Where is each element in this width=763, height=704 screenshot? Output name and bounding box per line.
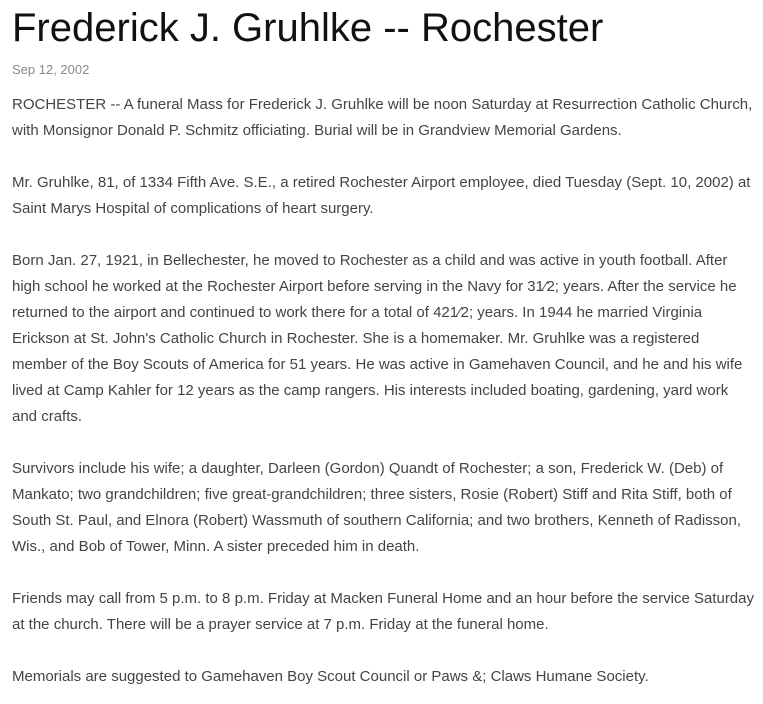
article-title: Frederick J. Gruhlke -- Rochester xyxy=(12,6,604,50)
article-date: Sep 12, 2002 xyxy=(12,62,90,77)
paragraph-death-notice: Mr. Gruhlke, 81, of 1334 Fifth Ave. S.E., a retired Rochester Airport employee, died Tuesday (Sept. 10, 2002) at Saint Marys Hospital of complications of heart surgery. xyxy=(12,174,751,217)
paragraph-survivors: Survivors include his wife; a daughter, Darleen (Gordon) Quandt of Rochester; a son, Frederick W. (Deb) of Mankato; two grandchildren; five great-grandchildren; three sisters, Rosie (Robert) Stiff and Rita Stiff, both of South St. Paul, and Elnora (Robert) Wassmuth of southern California; and two brothers, Kenneth of Radisson, Wis., and Bob of Tower, Minn. A sister preceded him in death. xyxy=(12,460,742,555)
paragraph-biography: Born Jan. 27, 1921, in Bellechester, he moved to Rochester as a child and was active in youth football. After high school he worked at the Rochester Airport before serving in the Navy for 31⁄2; years. After the service he returned to the airport and continued to work there for a total of 421⁄2; years. In 1944 he married Virginia Erickson at St. John's Catholic Church in Rochester. She is a homemaker. Mr. Gruhlke was a registered member of the Boy Scouts of America for 51 years. He was active in Gamehaven Council, and he and his wife lived at Camp Kahler for 12 years as the camp rangers. His interests included boating, gardening, yard work and crafts. xyxy=(12,252,743,425)
paragraph-funeral-mass: ROCHESTER -- A funeral Mass for Frederick J. Gruhlke will be noon Saturday at Resurrection Catholic Church, with Monsignor Donald P. Schmitz officiating. Burial will be in Grandview Memorial Gardens. xyxy=(12,96,753,139)
paragraph-visitation: Friends may call from 5 p.m. to 8 p.m. Friday at Macken Funeral Home and an hour before the service Saturday at the church. There will be a prayer service at 7 p.m. Friday at the funeral home. xyxy=(12,590,754,633)
paragraph-memorials: Memorials are suggested to Gamehaven Boy Scout Council or Paws &; Claws Humane Society. xyxy=(12,668,649,685)
article-body xyxy=(12,92,754,690)
